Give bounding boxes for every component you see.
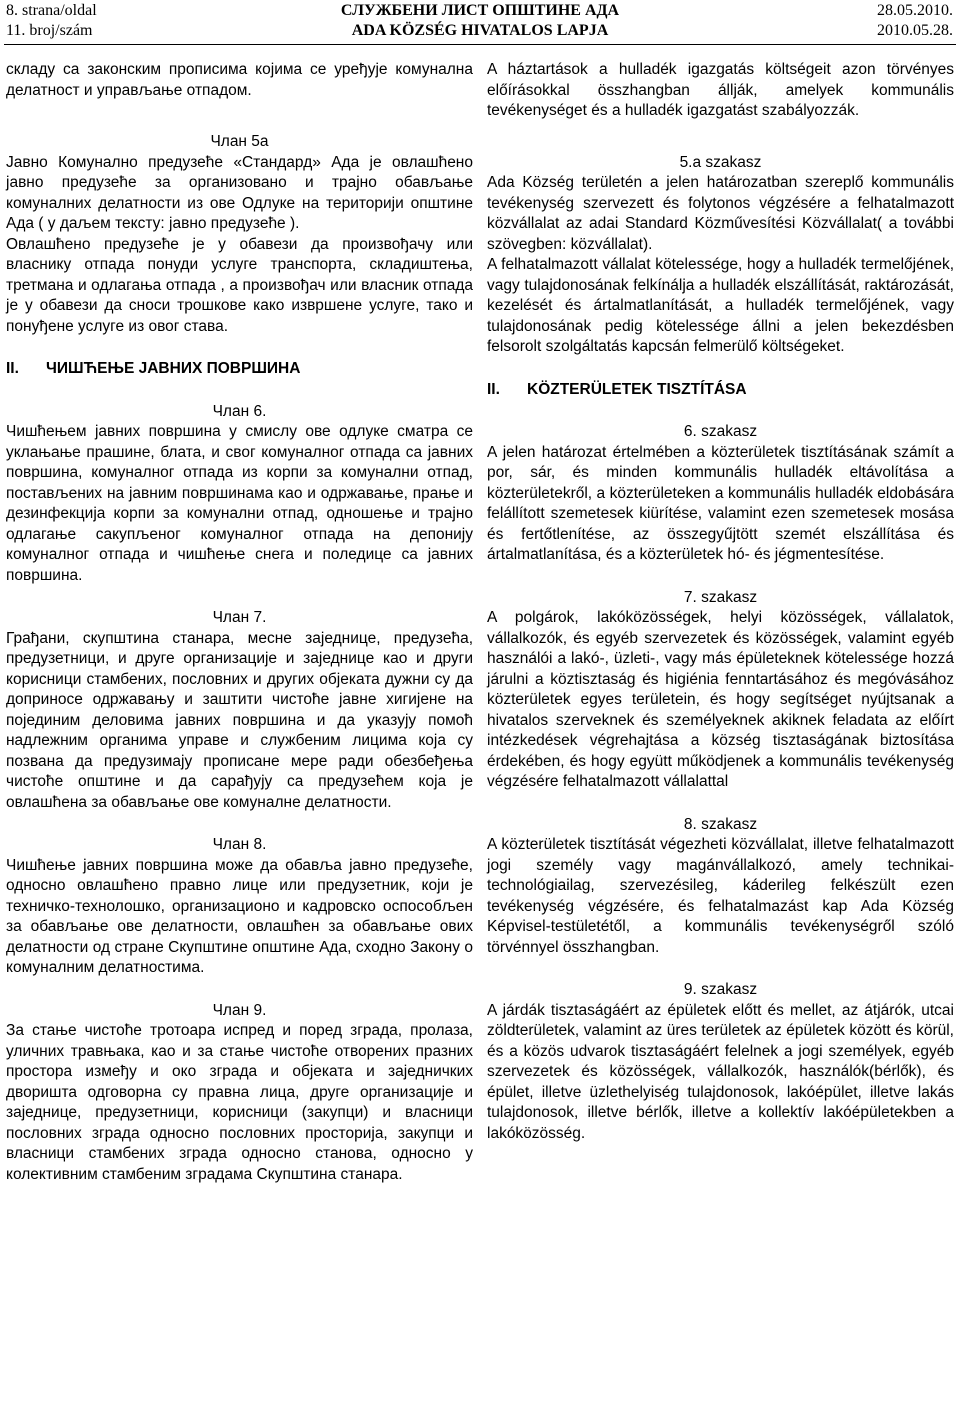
hungarian-column [487,60,954,1144]
article-7-paragraph: A polgárok, lakóközösségek, helyi közösségek, vállalatok, vállalkozók, és egyéb szervezetek és közösségek, valamint egyéb használói a lakó-, üzleti-, vagy más épületeknek kötelessége hozzá járulni a köztisztaság és higiénia fenntartásához és megóvásához közterületek egyes területein, és hogy segítséget nyújtsanak a hivatalos szerveknek és személyeknek akiknek feladata az előírt intézkedések végrehajtása a község tisztaságának biztosítása érdekében, és hogy együtt működjenek a kommunális tevékenység végzésére felhatalmazott vállalattal [487,609,954,790]
article-7-title: 7. szakasz [683,588,758,606]
article-6-title: 6. szakasz [683,423,758,440]
article-6-paragraph: Чишћењем јавних површина у смислу ове одлуке сматра се уклањање прашине, блата, и свог комуналног отпада са јавних површина, комуналног отпада из корпи за комунални отпад, постављених на јавним површинама као и одржавање, прање и дезинфекција корпи за комунални отпад, одношење и трајно одлагање сакупљеног комуналног отпада на депонију комуналног отпада и чишћење снега и поледице са јавних површина. [6,423,473,584]
article-5a-paragraph-1: Ada Község területén a jelen határozatban szereplő kommunális tevékenység szervezett és folytonos végzésére a felhatalmazott közvállalat az adai Standard Közművesítési Közvállalat( a további szövegben: közvállalat). [487,174,954,253]
publication-date-block [877,1,953,41]
article-6-paragraph: A jelen határozat értelmében a közterületek tisztításának számít a por, sár, és minden kommunális hulladék eltávolítása a közterületekről, a közterületeken a kommunális hulladék eldobására felállított szemetesek kiürítése, valamint ezen szemetesek mosása és fertőtlenítése, az összegyűjtött szemét elszállítása és ártalmatlanítása, és a közterületek hó- és jégmentesítése. [487,443,954,563]
section-number: II. [487,380,500,398]
issue-number: 11. broj/szám [6,22,93,39]
article-5a-title: 5.a szakasz [679,153,762,171]
article-6-title: Члан 6. [212,402,267,420]
intro-paragraph: A háztartások a hulladék igazgatás költségeit azon törvényes előírásokkal összhangban állják, amelyek kommunális tevékenységet és a hulladék igazgatást szabályozzák. [487,61,954,119]
serbian-column [6,60,473,1185]
article-8-title: Члан 8. [212,836,267,853]
article-9-paragraph: За стање чистоће тротоара испред и поред зграда, пролаза, уличних травњака, као и за стање чистоће отворених празних простора између и око зграда и објеката и заједничких дворишта одговорна су правна лица, друге организације и заједнице, предузетници, корисници (закупци) и власници пословних зграда односно пословних просторија, закупци и власници стамбених зграда односно станова, односно у колективним стамбеним зградама Скупштина станара. [6,1022,473,1183]
article-5a-title: Члан 5а [210,133,269,150]
publication-title [0,1,960,41]
publication-title-serbian: СЛУЖБЕНИ ЛИСТ ОПШТИНЕ АДА [340,2,620,19]
publication-date-serbian: 28.05.2010. [877,2,953,19]
article-9-title: Члан 9. [212,1001,267,1019]
article-9-title: 9. szakasz [683,981,758,998]
article-8-title: 8. szakasz [683,815,758,833]
intro-paragraph: складу са законским прописима којима се уређује комунална делатност и управљање отпадом. [6,61,473,99]
page-number: 8. strana/oldal [6,2,97,19]
article-7-paragraph: Грађани, скупштина станара, месне заједнице, предузећа, предузетници, и друге организације и заједнице као и други корисници стамбених, пословних и других објеката дужни су да доприносе одржавању и заштити чистоће јавне хигијене на појединим деловима јавних површина и да указују помоћ надлежним органима управе и службеним лицима која су позвана да предузимају прописане мере ради обезбеђења чистоће општине и да сарађују са предузећем која је овлашћена за обављање ове комуналне делатности. [6,629,473,811]
header-divider [4,44,956,45]
section-title: KÖZTERÜLETEK TISZTÍTÁSA [527,380,747,398]
publication-title-hungarian: ADA KÖZSÉG HIVATALOS LAPJA [351,22,609,39]
article-7-title: Члан 7. [212,609,267,626]
article-5a-paragraph-2: Овлашћено предузеће је у обавези да произвођачу или власнику отпада понуди услуге транспорта, складиштења, третмана и одлагања отпада , а произвођач или власник отпада је у обавези да сноси трошкове како извршене услуге, тако и понуђене услуге из овог става. [6,235,473,335]
section-heading [487,380,954,401]
publication-date-hungarian: 2010.05.28. [877,22,953,39]
article-9-paragraph: A járdák tisztaságáért az épületek előtt és mellet, az átjárók, utcai zöldterületek, valamint az üres területek az épületek között és körül, és a közös udvarok tisztaságáért felelnek a jogi személyek, egyéb szervezetek és közösségek, vállalkozók, használók(bérlők), és épület, illetve üzlethelyiség tulajdonosok, lakóépület, illetve lakás tulajdonosok, illetve bérlők, illetve a kollektív lakóépületekben a lakóközösség. [487,1001,954,1142]
section-title: ЧИШЋЕЊЕ ЈАВНИХ ПОВРШИНА [46,360,301,377]
page-header [0,0,960,44]
article-8-paragraph: Чишћење јавних површина може да обавља јавно предузеће, односно овлашћено правно лице или предузетник, који је техничко-технолошко, организационо и кадровско оспособљен за обављање ове делатности, овлашћен за обављање ових делатности од стране Скупштине општине Ада, сходно Закону о комуналним делатностима. [6,856,473,976]
section-number: II. [6,360,19,377]
article-8-paragraph: A közterületek tisztítását végezheti közvállalat, illetve felhatalmazott jogi személy vagy magánvállalkozó, amely technikai-technológiailag, szervezésileg, káderileg felkészült ezen tevékenység végzésére, és felhatalmazást kap Ada Község Képvisel-testületétől, a kommunális tevékenységről szóló törvénnyel összhangban. [487,836,954,956]
article-5a-paragraph-1: Јавно Комунално предузеће «Стандард» Ада је овлашћено јавно предузеће за организовано и трајно обављање комуналних делатности из ове Одлуке на територији општине Ада ( у даљем тексту: јавно предузеће ). [6,153,473,232]
article-5a-paragraph-2: A felhatalmazott vállalat kötelessége, hogy a hulladék termelőjének, vagy tulajdonosának felkínálja a hulladék elszállítását, raktározását, kezelését és ártalmatlanítását, a hulladék termelőjének, vagy tulajdonosának pedig kötelessége állni a jelen bekezdésben felsorolt szolgáltatás kapcsán felmerülő költségeket. [487,256,954,355]
section-heading [6,359,473,380]
